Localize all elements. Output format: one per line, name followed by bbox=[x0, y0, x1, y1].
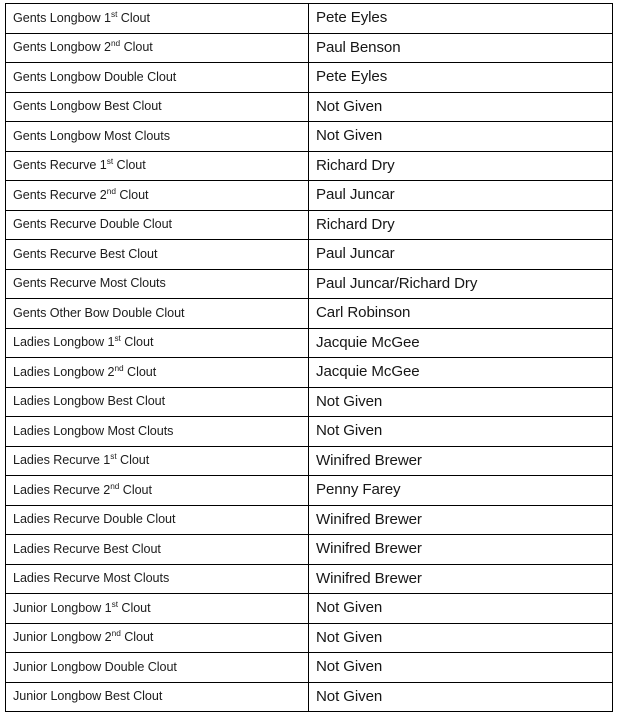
cell-category bbox=[6, 594, 309, 624]
category-text: Gents Other Bow Double Clout bbox=[13, 305, 185, 320]
category-ordinal-suffix: nd bbox=[110, 37, 121, 48]
category-ordinal-suffix: nd bbox=[110, 480, 120, 491]
cell-category bbox=[6, 181, 309, 211]
category-text-tail: Clout bbox=[113, 158, 146, 173]
cell-category bbox=[6, 387, 309, 417]
cell-winner: Winifred Brewer bbox=[309, 505, 613, 535]
cell-winner: Winifred Brewer bbox=[309, 564, 613, 594]
category-text-tail: Clout bbox=[117, 10, 150, 25]
table-row bbox=[6, 535, 613, 565]
cell-winner: Jacquie McGee bbox=[309, 328, 613, 358]
cell-winner: Richard Dry bbox=[309, 151, 613, 181]
cell-winner: Pete Eyles bbox=[309, 63, 613, 93]
category-text: Junior Longbow 1 bbox=[13, 600, 112, 615]
category-text: Ladies Longbow Best Clout bbox=[13, 394, 166, 409]
cell-category bbox=[6, 328, 309, 358]
table-row bbox=[6, 210, 613, 240]
cell-winner: Jacquie McGee bbox=[309, 358, 613, 388]
category-text: Gents Recurve Most Clouts bbox=[13, 276, 166, 291]
category-text-tail: Clout bbox=[120, 335, 154, 350]
category-ordinal-suffix: nd bbox=[114, 362, 124, 373]
category-text: Gents Longbow 1 bbox=[13, 10, 111, 25]
category-text: Junior Longbow Double Clout bbox=[13, 659, 177, 674]
results-table-container bbox=[5, 3, 612, 712]
category-text-tail: Clout bbox=[115, 187, 149, 202]
category-text: Ladies Recurve 2 bbox=[13, 482, 111, 497]
category-ordinal-suffix: st bbox=[106, 155, 114, 166]
cell-category bbox=[6, 653, 309, 683]
table-row bbox=[6, 476, 613, 506]
cell-winner: Paul Juncar bbox=[309, 240, 613, 270]
cell-category bbox=[6, 4, 309, 34]
category-text-tail: Clout bbox=[123, 364, 157, 379]
table-row bbox=[6, 594, 613, 624]
cell-winner: Carl Robinson bbox=[309, 299, 613, 329]
category-text: Gents Longbow Double Clout bbox=[13, 69, 177, 84]
category-text: Ladies Recurve Double Clout bbox=[13, 512, 176, 527]
cell-category bbox=[6, 358, 309, 388]
cell-category bbox=[6, 33, 309, 63]
cell-winner: Pete Eyles bbox=[309, 4, 613, 34]
table-row bbox=[6, 4, 613, 34]
cell-winner: Paul Benson bbox=[309, 33, 613, 63]
table-row bbox=[6, 299, 613, 329]
category-text: Gents Longbow Most Clouts bbox=[13, 128, 170, 143]
category-text-tail: Clout bbox=[116, 453, 150, 468]
category-text: Gents Recurve 2 bbox=[13, 187, 107, 202]
table-row bbox=[6, 92, 613, 122]
cell-winner: Not Given bbox=[309, 92, 613, 122]
category-ordinal-suffix: nd bbox=[106, 185, 116, 196]
category-text: Gents Recurve 1 bbox=[13, 158, 107, 173]
table-row bbox=[6, 33, 613, 63]
cell-category bbox=[6, 122, 309, 152]
table-row bbox=[6, 623, 613, 653]
category-ordinal-suffix: st bbox=[114, 332, 121, 343]
table-row bbox=[6, 505, 613, 535]
category-text: Ladies Longbow 1 bbox=[13, 335, 115, 350]
results-table-body bbox=[6, 4, 613, 712]
cell-category bbox=[6, 92, 309, 122]
table-row bbox=[6, 387, 613, 417]
cell-category bbox=[6, 446, 309, 476]
table-row bbox=[6, 417, 613, 447]
category-text: Ladies Longbow 2 bbox=[13, 364, 115, 379]
category-text: Gents Recurve Best Clout bbox=[13, 246, 158, 261]
category-ordinal-suffix: st bbox=[110, 8, 118, 19]
cell-category bbox=[6, 505, 309, 535]
cell-winner: Paul Juncar/Richard Dry bbox=[309, 269, 613, 299]
cell-category bbox=[6, 564, 309, 594]
cell-category bbox=[6, 210, 309, 240]
category-ordinal-suffix: st bbox=[111, 598, 118, 609]
category-text: Junior Longbow Best Clout bbox=[13, 689, 163, 704]
category-text-tail: Clout bbox=[120, 630, 154, 645]
category-text: Gents Longbow Best Clout bbox=[13, 99, 162, 114]
table-row bbox=[6, 446, 613, 476]
category-text: Ladies Recurve Most Clouts bbox=[13, 571, 170, 586]
category-text-tail: Clout bbox=[119, 482, 152, 497]
table-row bbox=[6, 240, 613, 270]
cell-winner: Winifred Brewer bbox=[309, 446, 613, 476]
cell-category bbox=[6, 299, 309, 329]
table-row bbox=[6, 328, 613, 358]
cell-category bbox=[6, 240, 309, 270]
category-ordinal-suffix: st bbox=[110, 450, 117, 461]
cell-category bbox=[6, 535, 309, 565]
table-row bbox=[6, 653, 613, 683]
cell-winner: Not Given bbox=[309, 594, 613, 624]
cell-winner: Not Given bbox=[309, 682, 613, 712]
category-text-tail: Clout bbox=[117, 600, 151, 615]
cell-winner: Not Given bbox=[309, 417, 613, 447]
cell-winner: Penny Farey bbox=[309, 476, 613, 506]
cell-winner: Winifred Brewer bbox=[309, 535, 613, 565]
cell-category bbox=[6, 682, 309, 712]
table-row bbox=[6, 358, 613, 388]
table-row bbox=[6, 122, 613, 152]
table-row bbox=[6, 181, 613, 211]
category-text: Ladies Recurve 1 bbox=[13, 453, 111, 468]
table-row bbox=[6, 564, 613, 594]
category-text: Gents Longbow 2 bbox=[13, 40, 111, 55]
cell-winner: Not Given bbox=[309, 653, 613, 683]
cell-winner: Paul Juncar bbox=[309, 181, 613, 211]
clout-results-table bbox=[5, 3, 613, 712]
category-text: Ladies Recurve Best Clout bbox=[13, 541, 161, 556]
cell-category bbox=[6, 63, 309, 93]
category-text: Junior Longbow 2 bbox=[13, 630, 112, 645]
cell-category bbox=[6, 151, 309, 181]
cell-category bbox=[6, 417, 309, 447]
table-row bbox=[6, 151, 613, 181]
cell-category bbox=[6, 269, 309, 299]
category-text: Gents Recurve Double Clout bbox=[13, 217, 173, 232]
category-text-tail: Clout bbox=[120, 40, 153, 55]
cell-category bbox=[6, 476, 309, 506]
table-row bbox=[6, 269, 613, 299]
cell-winner: Not Given bbox=[309, 387, 613, 417]
cell-category bbox=[6, 623, 309, 653]
cell-winner: Richard Dry bbox=[309, 210, 613, 240]
cell-winner: Not Given bbox=[309, 122, 613, 152]
category-text: Ladies Longbow Most Clouts bbox=[13, 423, 174, 438]
table-row bbox=[6, 63, 613, 93]
category-ordinal-suffix: nd bbox=[111, 627, 121, 638]
cell-winner: Not Given bbox=[309, 623, 613, 653]
table-row bbox=[6, 682, 613, 712]
